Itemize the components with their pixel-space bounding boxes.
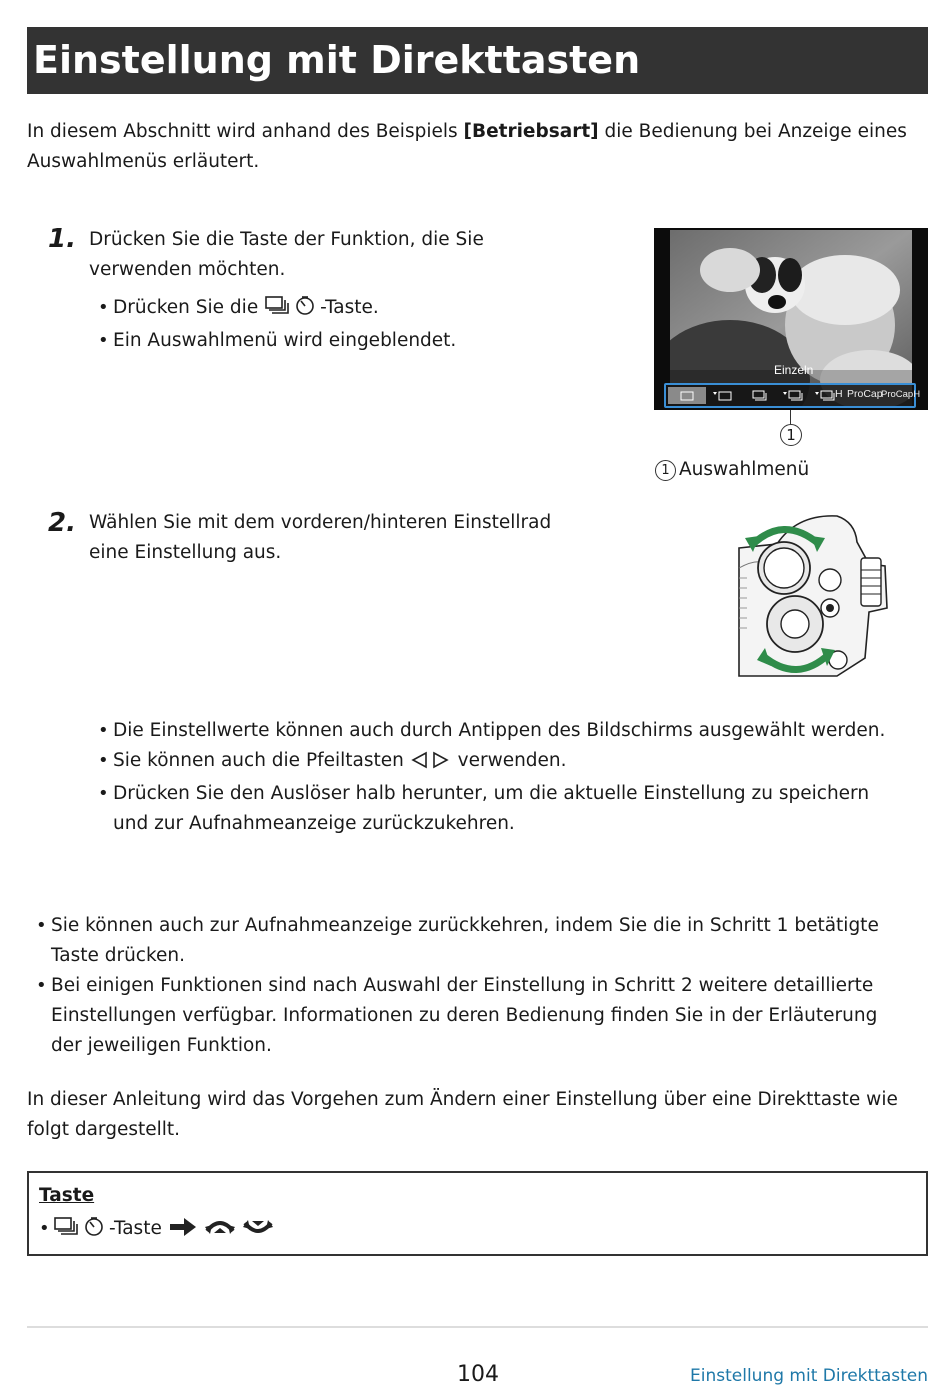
camera-dials-illustration: [737, 508, 897, 680]
step-2-number: 2.: [48, 508, 76, 538]
rear-dial-icon: [242, 1217, 274, 1247]
step-2-text: Wählen Sie mit dem vorderen/hinteren Einstellrad eine Einstellung aus.: [89, 512, 552, 563]
footer-divider: [27, 1326, 928, 1328]
selection-menu-strip: [664, 383, 921, 408]
single-frame-icon: [680, 391, 694, 401]
silent-single-frame-icon: [712, 390, 734, 402]
outro-paragraph: In dieser Anleitung wird das Vorgehen zum Ändern einer Einstellung über eine Direkttaste wie folgt dargestellt.: [27, 1089, 898, 1140]
taste-title: Taste: [39, 1185, 95, 1206]
list-item: • Sie können auch zur Aufnahmeanzeige zurückkehren, indem Sie die in Schritt 1 betätigte Taste drücken.: [27, 911, 907, 971]
bullet-text: Drücken Sie die: [113, 297, 265, 318]
camera-screen-illustration: [654, 228, 928, 410]
page-number: 104: [457, 1362, 499, 1387]
intro-text-end: die Bedienung bei Anzeige eines Auswahlmenüs erläutert.: [27, 121, 907, 172]
procaph-label: ProCapH: [881, 389, 921, 400]
step-1-bullets: [89, 293, 609, 356]
mode-label: Einzeln: [774, 363, 814, 377]
front-dial-icon: [204, 1217, 236, 1247]
arrow-left-right-icon: [410, 749, 452, 779]
bullet-text: -Taste.: [320, 297, 379, 318]
step-1-text: Drücken Sie die Taste der Funktion, die Sie verwenden möchten.: [89, 229, 484, 280]
sequential-icon: [752, 390, 770, 403]
arrow-right-icon: [168, 1217, 198, 1247]
caption-number: 1: [655, 460, 676, 481]
intro-paragraph: [27, 117, 927, 177]
step-2-bullets: [89, 716, 909, 839]
bullet-text: Sie können auch die Pfeiltasten: [113, 750, 410, 771]
title-bar: [27, 27, 928, 94]
list-item: • Drücken Sie den Auslöser halb herunter, um die aktuelle Einstellung zu speichern und zur Aufnahmeanzeige zurückzukehren.: [89, 779, 909, 839]
taste-item-text: -Taste: [109, 1218, 162, 1239]
bullet-text: verwenden.: [451, 750, 567, 771]
section-link[interactable]: Einstellung mit Direkttasten: [690, 1366, 928, 1386]
procap-label: ProCap: [847, 388, 883, 400]
taste-item: [39, 1214, 274, 1247]
drive-mode-self-timer-icon: [53, 1215, 109, 1247]
intro-text-start: In diesem Abschnitt wird anhand des Beispiels: [27, 121, 464, 142]
intro-bold-term: [Betriebsart]: [463, 121, 599, 142]
caption-text: Auswahlmenü: [679, 459, 810, 480]
sample-photo: [670, 230, 912, 408]
list-item: [89, 746, 909, 779]
silent-sequential-icon: [782, 390, 806, 403]
list-item: • Die Einstellwerte können auch durch Antippen des Bildschirms ausgewählt werden.: [89, 716, 909, 746]
list-item: [89, 293, 609, 326]
page-title: Einstellung mit Direkttasten: [33, 38, 641, 82]
taste-box: [27, 1171, 928, 1256]
drive-mode-self-timer-icon: [264, 294, 320, 326]
list-item: • Ein Auswahlmenü wird eingeblendet.: [89, 326, 609, 356]
strip-h-label: H: [835, 388, 843, 400]
list-item: • Bei einigen Funktionen sind nach Auswahl der Einstellung in Schritt 2 weitere detaillierte Einstellungen verfügbar. Informationen zu deren Bedienung finden Sie in der Erläuterung der jeweiligen Funktion.: [27, 971, 907, 1061]
bullet-dot: •: [39, 1218, 50, 1239]
notes-list: [27, 911, 907, 1061]
callout-line: [790, 410, 791, 424]
callout-number: 1: [780, 424, 802, 446]
figure-caption: [655, 456, 809, 484]
step-1-number: 1.: [48, 224, 76, 254]
